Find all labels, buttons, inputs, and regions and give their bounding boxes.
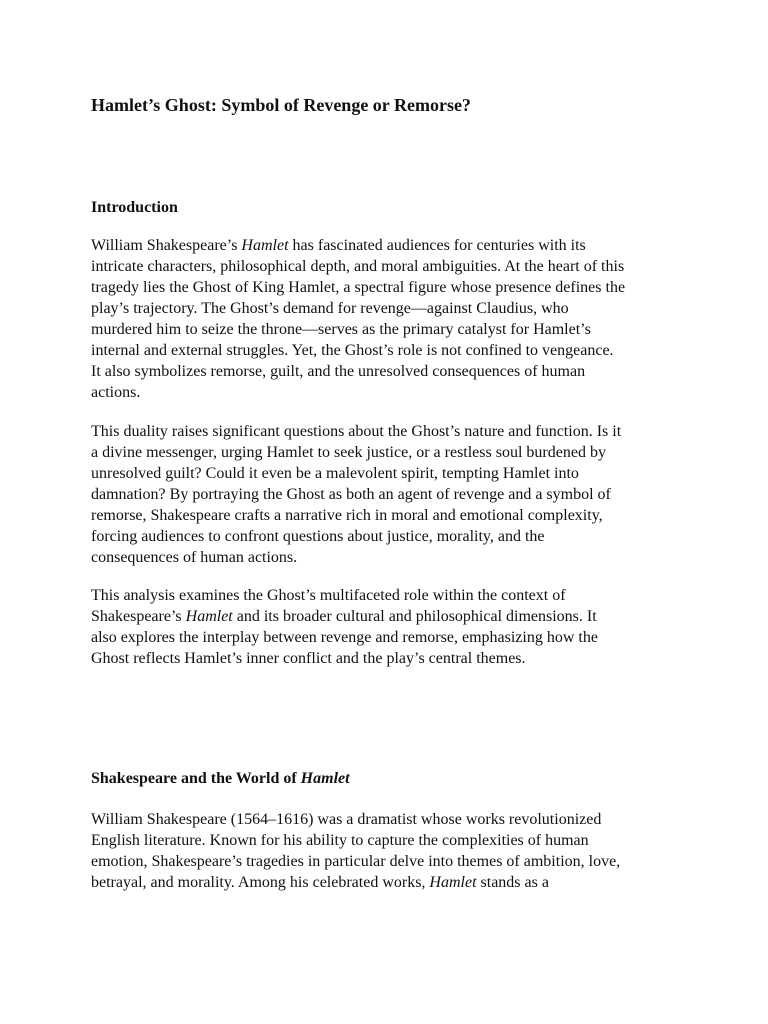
text-run: tragedy lies the Ghost of King Hamlet, a spectral figure whose presence defines the <box>91 279 626 296</box>
text-line <box>91 872 620 893</box>
paragraph <box>91 809 620 893</box>
text-run: Shakespeare’s <box>91 608 186 625</box>
text-run: This duality raises significant questions about the Ghost’s nature and function. Is it <box>91 423 622 440</box>
text-run: intricate characters, philosophical depth, and moral ambiguities. At the heart of this <box>91 258 625 275</box>
document-title: Hamlet’s Ghost: Symbol of Revenge or Remorse? <box>91 95 471 115</box>
text-line <box>91 585 598 606</box>
text-line <box>91 340 625 361</box>
text-run: William Shakespeare’s <box>91 237 242 254</box>
text-run: stands as a <box>476 874 549 891</box>
text-run: murdered him to seize the throne—serves as the primary catalyst for Hamlet’s <box>91 321 591 338</box>
text-line <box>91 442 621 463</box>
text-run: play’s trajectory. The Ghost’s demand for revenge—against Claudius, who <box>91 300 569 317</box>
text-line <box>91 298 625 319</box>
text-run: has fascinated audiences for centuries with its <box>288 237 586 254</box>
text-run: also explores the interplay between revenge and remorse, emphasizing how the <box>91 629 598 646</box>
text-run: English literature. Known for his ability to capture the complexities of human <box>91 832 589 849</box>
text-run: Ghost reflects Hamlet’s inner conflict and the play’s central themes. <box>91 650 526 667</box>
paragraph <box>91 421 621 568</box>
text-line <box>91 463 621 484</box>
text-line <box>91 277 625 298</box>
text-run: This analysis examines the Ghost’s multifaceted role within the context of <box>91 587 566 604</box>
text-line <box>91 361 625 382</box>
text-line <box>91 809 620 830</box>
text-run: internal and external struggles. Yet, the Ghost’s role is not confined to vengeance. <box>91 342 614 359</box>
text-run: It also symbolizes remorse, guilt, and the unresolved consequences of human <box>91 363 586 380</box>
text-run: William Shakespeare (1564–1616) was a dramatist whose works revolutionized <box>91 811 602 828</box>
text-run: consequences of human actions. <box>91 549 298 566</box>
text-line <box>91 505 621 526</box>
text-run: unresolved guilt? Could it even be a malevolent spirit, tempting Hamlet into <box>91 465 579 482</box>
text-line <box>91 256 625 277</box>
italic-title-text: Hamlet <box>185 608 233 625</box>
text-line <box>91 526 621 547</box>
text-run: damnation? By portraying the Ghost as both an agent of revenge and a symbol of <box>91 486 611 503</box>
text-run: Shakespeare and the World of <box>91 770 301 787</box>
text-line <box>91 606 598 627</box>
paragraph <box>91 235 625 403</box>
text-line <box>91 627 598 648</box>
text-line <box>91 851 620 872</box>
text-run: and its broader cultural and philosophical dimensions. It <box>232 608 597 625</box>
italic-title-text: Hamlet <box>429 874 477 891</box>
text-run: remorse, Shakespeare crafts a narrative rich in moral and emotional complexity, <box>91 507 603 524</box>
text-line <box>91 382 625 403</box>
text-run: actions. <box>91 384 141 401</box>
text-run: a divine messenger, urging Hamlet to seek justice, or a restless soul burdened by <box>91 444 606 461</box>
text-line <box>91 484 621 505</box>
italic-title-text: Hamlet <box>300 770 350 787</box>
text-run: forcing audiences to confront questions about justice, morality, and the <box>91 528 545 545</box>
text-line <box>91 547 621 568</box>
text-run: emotion, Shakespeare’s tragedies in particular delve into themes of ambition, love, <box>91 853 621 870</box>
text-run: betrayal, and morality. Among his celebrated works, <box>91 874 430 891</box>
section-heading-introduction: Introduction <box>91 199 178 216</box>
text-line <box>91 319 625 340</box>
text-line <box>91 235 625 256</box>
paragraph <box>91 585 598 669</box>
text-line <box>91 421 621 442</box>
italic-title-text: Hamlet <box>241 237 289 254</box>
section-heading-shakespeare-world <box>91 769 350 789</box>
text-line <box>91 648 598 669</box>
text-line <box>91 830 620 851</box>
